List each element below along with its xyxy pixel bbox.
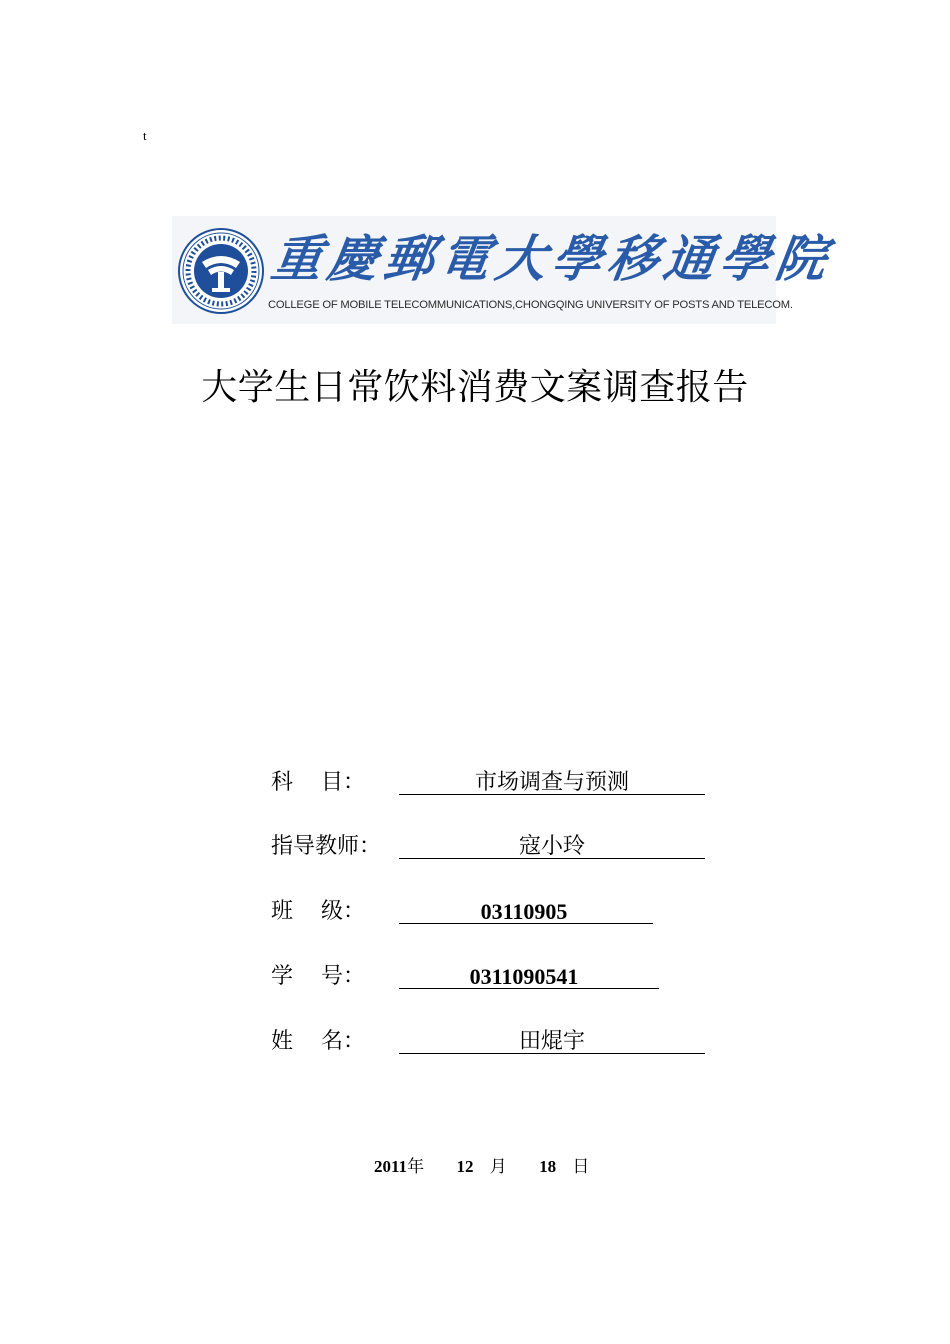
- field-label: 班 级：: [271, 899, 365, 924]
- date-year: 2011: [374, 1157, 408, 1176]
- college-logo-banner: [172, 216, 837, 324]
- college-name-calligraphy: 重慶郵電大學移通學院: [267, 229, 837, 288]
- field-label: 科 目：: [271, 770, 365, 795]
- college-name-english: COLLEGE OF MOBILE TELECOMMUNICATIONS,CHONGQING UNIVERSITY OF POSTS AND TELECOM.: [268, 299, 793, 311]
- date-day-unit: 日: [572, 1157, 590, 1177]
- college-seal-icon: [178, 228, 264, 314]
- corner-mark: t: [143, 128, 147, 143]
- field-value: 0311090541: [469, 964, 579, 989]
- field-label: 指导教师：: [271, 834, 382, 859]
- field-student-id: [271, 962, 711, 996]
- date-year-unit: 年: [407, 1157, 425, 1177]
- field-value: 市场调查与预测: [474, 770, 629, 795]
- field-instructor: [271, 832, 711, 866]
- date-month-unit: 月: [489, 1157, 507, 1177]
- field-value: 03110905: [480, 899, 568, 924]
- report-date: [374, 1155, 589, 1179]
- field-label: 学 号：: [271, 964, 365, 989]
- field-class: [271, 897, 711, 931]
- date-month: 12: [456, 1157, 474, 1176]
- field-name: [271, 1027, 711, 1061]
- date-day: 18: [539, 1157, 557, 1176]
- field-value: 寇小玲: [518, 834, 585, 859]
- field-label: 姓 名：: [271, 1029, 365, 1054]
- field-subject: [271, 768, 711, 802]
- field-value: 田焜宇: [518, 1029, 585, 1054]
- report-title: 大学生日常饮料消费文案调查报告: [201, 367, 749, 408]
